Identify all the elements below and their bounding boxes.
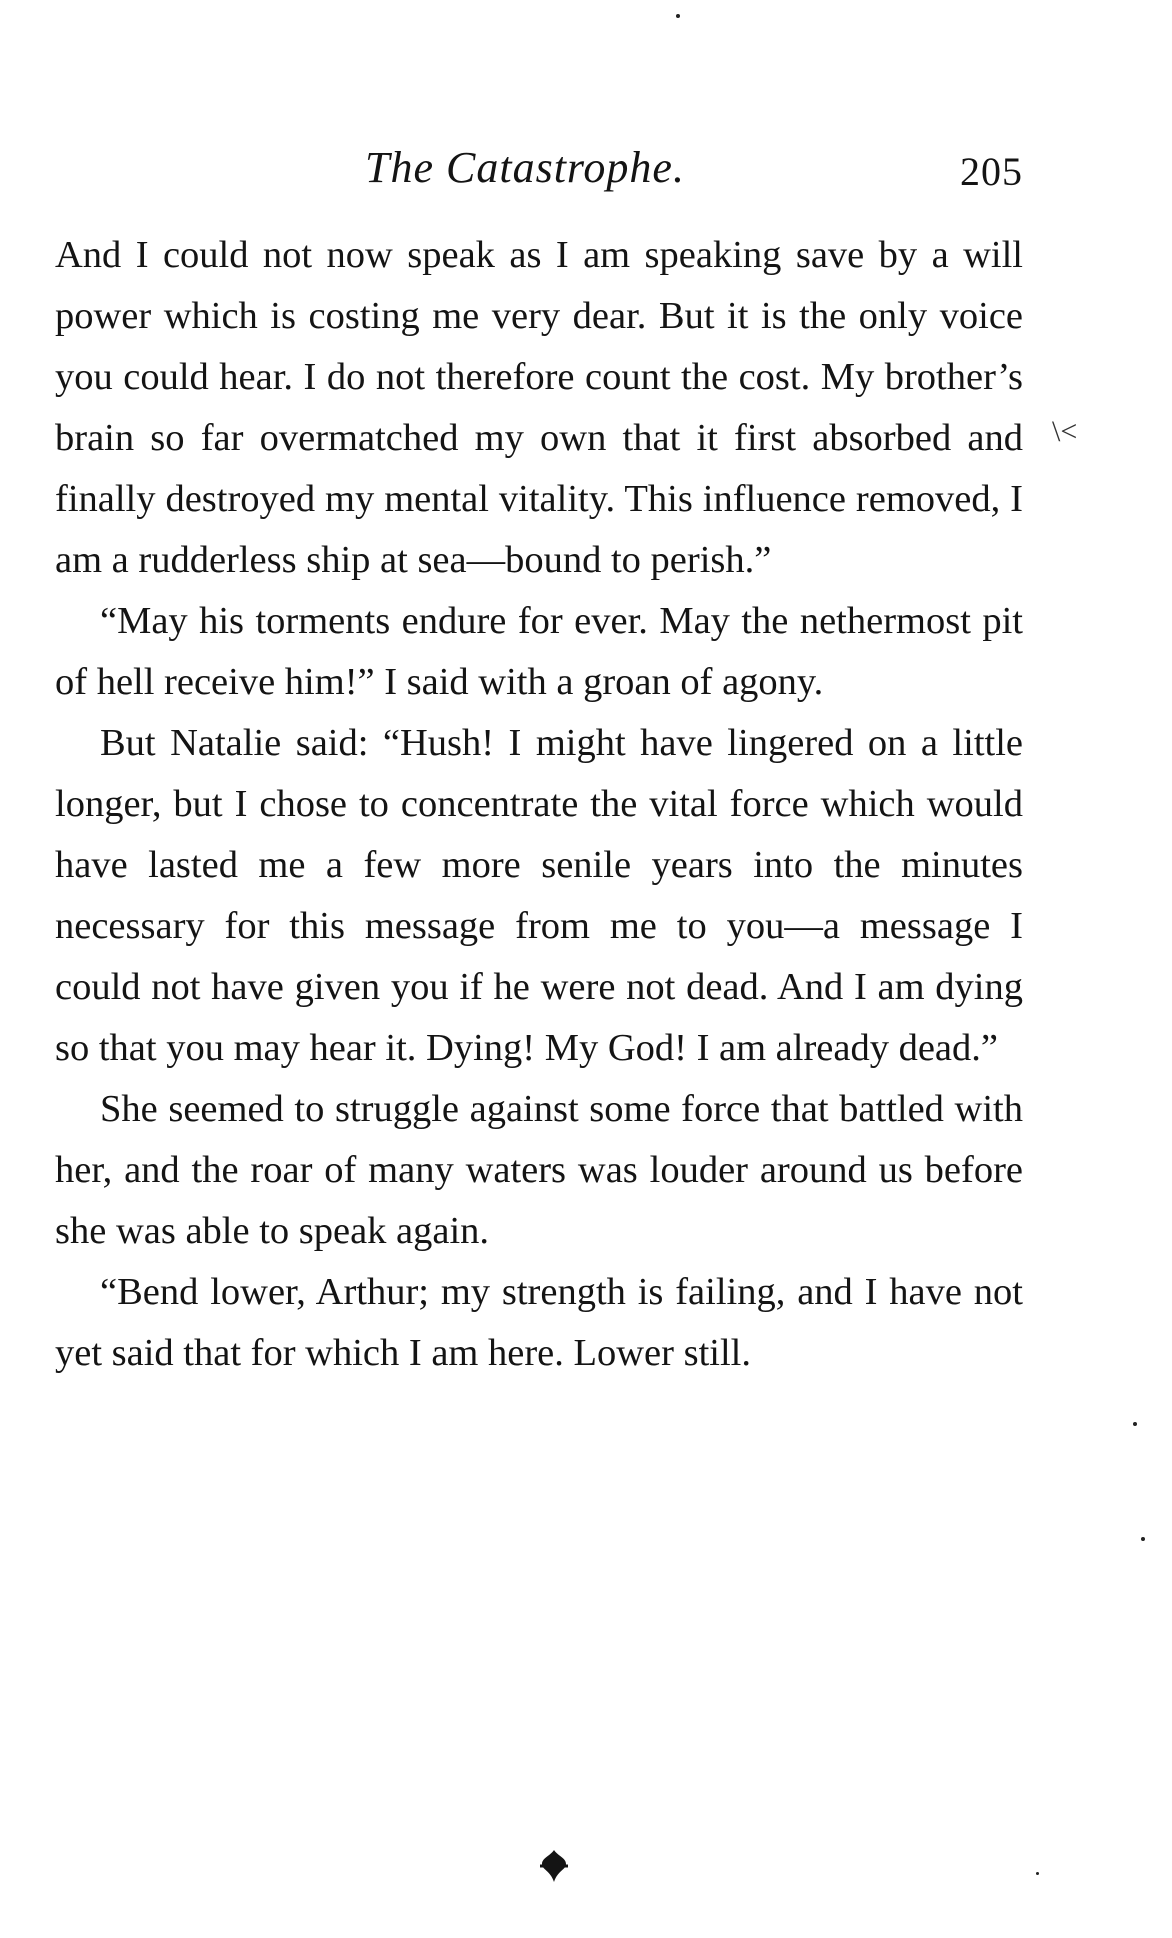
- ink-speck: [1133, 1422, 1137, 1426]
- page-header: [55, 142, 1023, 206]
- paragraph-4: She seemed to struggle against some force that battled with her, and the roar of many waters was louder around us before she was able to speak again.: [55, 1088, 1023, 1252]
- page-number: 205: [960, 149, 1023, 194]
- body-text: [55, 225, 1023, 1384]
- paragraph-3: But Natalie said: “Hush! I might have lingered on a little longer, but I chose to concentrate the vital force which would have lasted me a few more senile years into the minutes necessary for this message from me to you—a message I could not have given you if he were not dead. And I am dying so that you may hear it. Dying! My God! I am already dead.”: [55, 722, 1023, 1069]
- running-title: The Catastrophe.: [365, 143, 685, 192]
- paragraph-5: “Bend lower, Arthur; my strength is failing, and I have not yet said that for which I am here. Lower still.: [55, 1271, 1023, 1374]
- paragraph-2: “May his torments endure for ever. May the nethermost pit of hell receive him!” I said with a groan of agony.: [55, 600, 1023, 703]
- ink-speck: [1036, 1872, 1039, 1875]
- ink-speck: [676, 14, 680, 18]
- ink-speck: [1141, 1537, 1145, 1541]
- fleuron-icon: [536, 1848, 572, 1884]
- margin-check-mark: \<: [1052, 415, 1078, 448]
- paragraph-1: And I could not now speak as I am speaking save by a will power which is costing me very dear. But it is the only voice you could hear. I do not therefore count the cost. My brother’s brain so far overmatched my own that it first absorbed and finally destroyed my mental vitality. This influence removed, I am a rudderless ship at sea—bound to perish.”: [55, 234, 1023, 581]
